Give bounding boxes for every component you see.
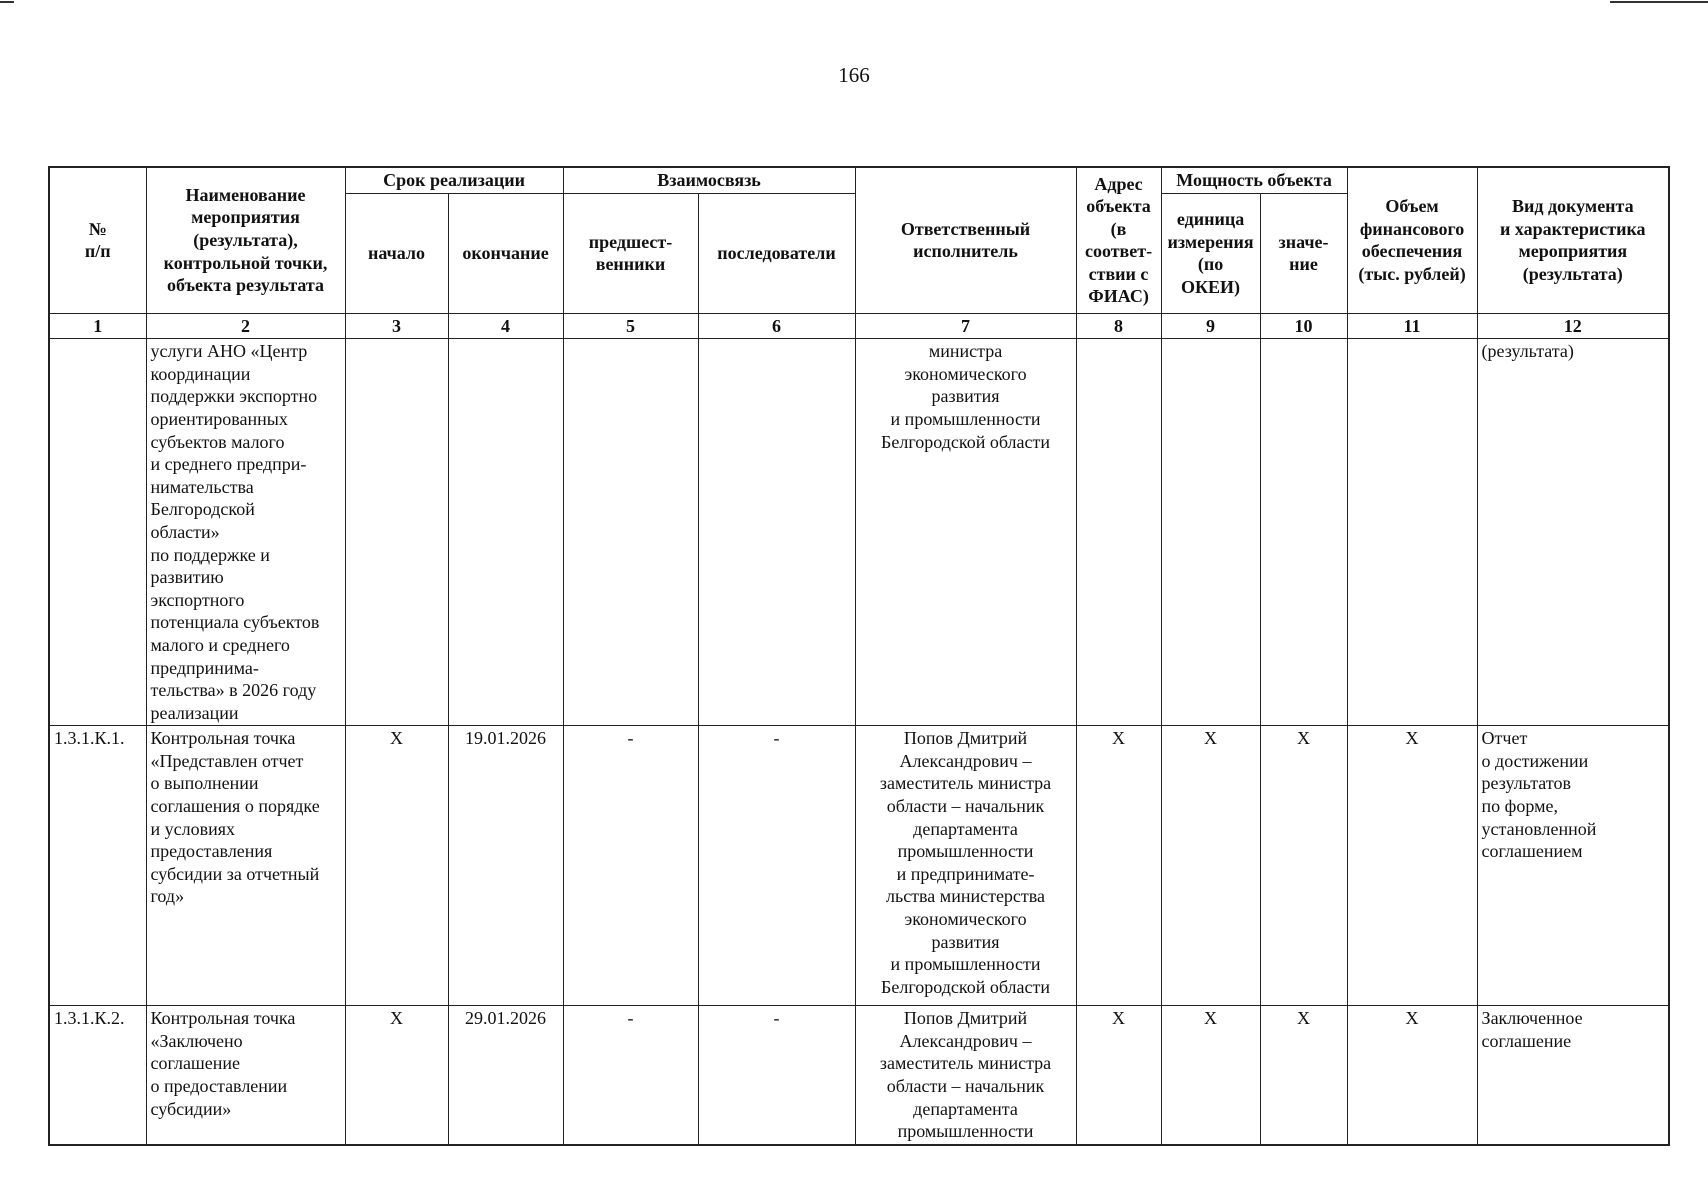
header-name: Наименование мероприятия (результата), контрольной точки, объекта результата (146, 167, 345, 313)
cell-funding: Х (1347, 726, 1477, 1006)
cell-predecessors: - (563, 726, 698, 1006)
header-address: Адрес объекта (в соответ- ствии с ФИАС) (1076, 167, 1161, 313)
header-link-group: Взаимосвязь (563, 167, 855, 193)
cell-address: Х (1076, 1006, 1161, 1145)
header-term-group: Срок реализации (345, 167, 563, 193)
column-number: 11 (1347, 313, 1477, 339)
header-executor: Ответственный исполнитель (855, 167, 1076, 313)
header-unit: единица измерения (по ОКЕИ) (1161, 193, 1260, 313)
column-number: 3 (345, 313, 448, 339)
cell-unit: Х (1161, 1006, 1260, 1145)
header-doc-type: Вид документа и характеристика мероприятия (результата) (1477, 167, 1669, 313)
table-body (49, 339, 1669, 1145)
table-row (49, 339, 1669, 726)
header-end: окончание (448, 193, 563, 313)
cell-executor: Попов Дмитрий Александрович – заместитель министра области – начальник департамента промышленности и предпринимате- льства министерства экономического развития и промышленности Белгородской области (855, 726, 1076, 1006)
cell-address: Х (1076, 726, 1161, 1006)
schedule-table (48, 166, 1670, 1146)
cell-start (345, 339, 448, 726)
cell-unit (1161, 339, 1260, 726)
cell-num (49, 339, 146, 726)
top-rule-right (1610, 1, 1708, 3)
header-funding: Объем финансового обеспечения (тыс. рублей) (1347, 167, 1477, 313)
column-number: 5 (563, 313, 698, 339)
cell-start: Х (345, 1006, 448, 1145)
cell-address (1076, 339, 1161, 726)
header-successors: последователи (698, 193, 855, 313)
cell-doc-type: Отчет о достижении результатов по форме, установленной соглашением (1477, 726, 1669, 1006)
table-header (49, 167, 1669, 339)
cell-name: Контрольная точка «Заключено соглашение о предоставлении субсидии» (146, 1006, 345, 1145)
cell-value (1260, 339, 1347, 726)
top-rule-left (0, 1, 14, 3)
cell-name: Контрольная точка «Представлен отчет о выполнении соглашения о порядке и условиях предоставления субсидии за отчетный год» (146, 726, 345, 1006)
column-number: 7 (855, 313, 1076, 339)
cell-doc-type: Заключенное соглашение (1477, 1006, 1669, 1145)
cell-predecessors (563, 339, 698, 726)
header-value: значе- ние (1260, 193, 1347, 313)
cell-doc-type: (результата) (1477, 339, 1669, 726)
cell-num: 1.3.1.К.1. (49, 726, 146, 1006)
cell-funding: Х (1347, 1006, 1477, 1145)
column-number-row (49, 313, 1669, 339)
header-row-top (49, 167, 1669, 193)
column-number: 8 (1076, 313, 1161, 339)
column-number: 9 (1161, 313, 1260, 339)
cell-end: 29.01.2026 (448, 1006, 563, 1145)
cell-value: Х (1260, 1006, 1347, 1145)
cell-end (448, 339, 563, 726)
cell-num: 1.3.1.К.2. (49, 1006, 146, 1145)
cell-end: 19.01.2026 (448, 726, 563, 1006)
header-predecessors: предшест- венники (563, 193, 698, 313)
column-number: 10 (1260, 313, 1347, 339)
column-number: 1 (49, 313, 146, 339)
header-num: № п/п (49, 167, 146, 313)
table-row (49, 726, 1669, 1006)
column-number: 12 (1477, 313, 1669, 339)
cell-executor: министра экономического развития и промышленности Белгородской области (855, 339, 1076, 726)
cell-successors (698, 339, 855, 726)
table-row (49, 1006, 1669, 1145)
cell-funding (1347, 339, 1477, 726)
cell-successors: - (698, 1006, 855, 1145)
column-number: 4 (448, 313, 563, 339)
header-start: начало (345, 193, 448, 313)
cell-value: Х (1260, 726, 1347, 1006)
cell-unit: Х (1161, 726, 1260, 1006)
cell-name: услуги АНО «Центр координации поддержки экспортно ориентированных субъектов малого и среднего предпри- нимательства Белгородской области» по поддержке и развитию экспортного потенциала субъектов малого и среднего предпринима- тельства» в 2026 году реализации (146, 339, 345, 726)
cell-successors: - (698, 726, 855, 1006)
column-number: 6 (698, 313, 855, 339)
column-number: 2 (146, 313, 345, 339)
cell-predecessors: - (563, 1006, 698, 1145)
cell-start: Х (345, 726, 448, 1006)
cell-executor: Попов Дмитрий Александрович – заместитель министра области – начальник департамента промышленности (855, 1006, 1076, 1145)
header-capacity-group: Мощность объекта (1161, 167, 1347, 193)
page-number: 166 (838, 63, 870, 87)
